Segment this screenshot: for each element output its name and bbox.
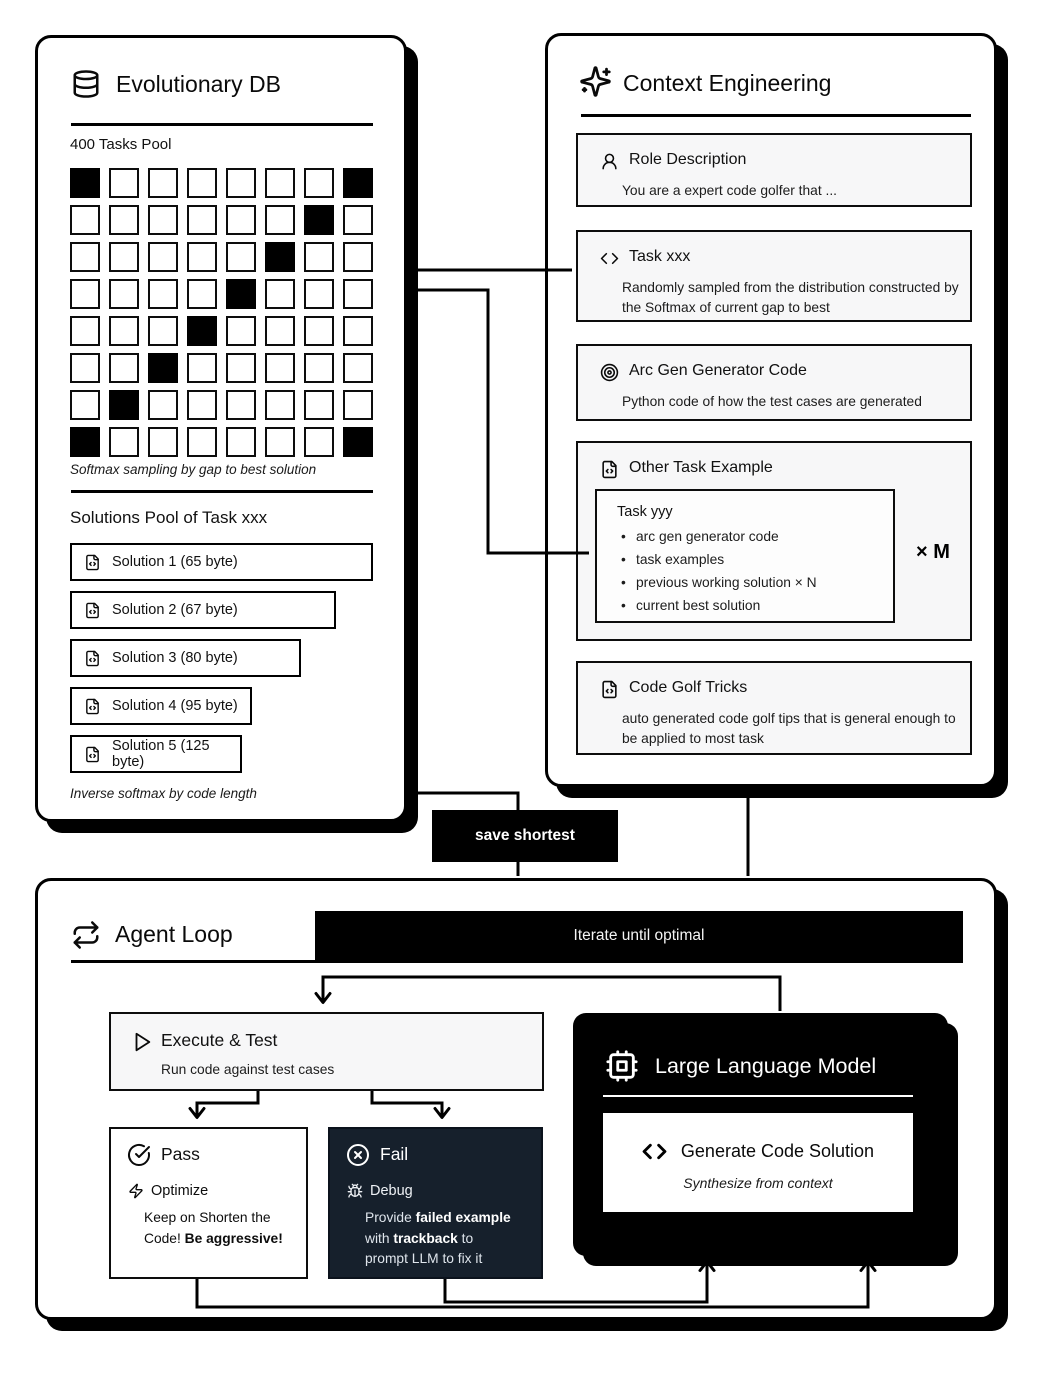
file-code-icon	[84, 554, 101, 571]
llm-title: Large Language Model	[655, 1054, 877, 1078]
task-cell	[70, 353, 100, 383]
solution-label: Solution 2 (67 byte)	[112, 602, 238, 618]
bullet-item: • arc gen generator code	[619, 525, 817, 548]
save-shortest-badge: save shortest	[432, 810, 618, 862]
generate-code-box	[603, 1113, 913, 1212]
task-cell	[304, 390, 334, 420]
task-cell	[265, 353, 295, 383]
file-code-icon	[84, 602, 101, 619]
task-cell	[70, 205, 100, 235]
task-cell	[343, 242, 373, 272]
evolutionary-db-title: Evolutionary DB	[116, 71, 281, 97]
zap-icon	[128, 1183, 144, 1199]
task-cell	[109, 205, 139, 235]
tasks-pool-label: 400 Tasks Pool	[70, 136, 172, 153]
solution-item	[70, 591, 336, 629]
task-cell	[148, 427, 178, 457]
solution-label: Solution 3 (80 byte)	[112, 650, 238, 666]
task-cell	[148, 353, 178, 383]
task-cell	[187, 205, 217, 235]
task-cell	[226, 427, 256, 457]
task-cell	[343, 353, 373, 383]
generate-code-title: Generate Code Solution	[680, 1141, 875, 1161]
task-cell	[187, 242, 217, 272]
task-cell	[343, 316, 373, 346]
solutions-pool-caption: Inverse softmax by code length	[70, 786, 257, 801]
card-description: Randomly sampled from the distribution constructed by the Softmax of current gap to best	[622, 280, 959, 316]
task-cell	[148, 279, 178, 309]
cpu-icon	[605, 1049, 639, 1083]
solution-item	[70, 735, 242, 773]
generate-code-subtitle: Synthesize from context	[683, 1175, 833, 1191]
execute-test-description: Run code against test cases	[161, 1062, 335, 1077]
play-icon	[131, 1031, 153, 1053]
task-cell	[70, 390, 100, 420]
code-icon	[600, 249, 619, 268]
file-code-icon	[84, 650, 101, 667]
task-yyy-bullets	[619, 525, 817, 617]
fail-subtitle: Debug	[370, 1183, 413, 1199]
card-role-description	[576, 133, 972, 207]
task-cell	[265, 316, 295, 346]
task-cell	[148, 242, 178, 272]
task-cell	[343, 279, 373, 309]
task-cell	[343, 205, 373, 235]
user-icon	[600, 152, 619, 171]
task-cell	[187, 316, 217, 346]
agent-loop-panel	[35, 878, 997, 1320]
task-cell	[70, 168, 100, 198]
task-cell	[304, 427, 334, 457]
task-cell	[148, 316, 178, 346]
card-description: You are a expert code golfer that ...	[622, 183, 838, 198]
task-cell	[265, 279, 295, 309]
solutions-pool-title: Solutions Pool of Task xxx	[70, 508, 268, 527]
code-icon	[642, 1139, 667, 1164]
llm-box	[573, 1013, 948, 1256]
card-title: Task xxx	[629, 248, 691, 265]
pass-description: Keep on Shorten the Code! Be aggressive!	[144, 1210, 283, 1246]
repeat-icon	[71, 920, 101, 950]
card-task-xxx	[576, 230, 972, 322]
iterate-banner: Iterate until optimal	[315, 911, 963, 960]
target-icon	[600, 363, 619, 382]
task-cell	[226, 205, 256, 235]
pass-title: Pass	[161, 1144, 200, 1164]
solution-item	[70, 687, 252, 725]
task-cell	[226, 279, 256, 309]
task-cell	[70, 279, 100, 309]
circle-check-icon	[127, 1143, 151, 1167]
task-cell	[70, 242, 100, 272]
task-cell	[109, 353, 139, 383]
pass-box	[109, 1127, 308, 1279]
header-divider	[581, 114, 971, 117]
task-cell	[187, 390, 217, 420]
task-cell	[148, 390, 178, 420]
header-divider	[71, 123, 373, 126]
fail-box	[328, 1127, 543, 1279]
file-code-icon	[600, 460, 619, 479]
solution-label: Solution 5 (125 byte)	[112, 738, 210, 770]
task-yyy-box	[595, 489, 895, 623]
fail-title: Fail	[380, 1144, 409, 1164]
context-engineering-panel	[545, 33, 997, 787]
sparkles-icon	[579, 65, 612, 98]
solution-item	[70, 543, 373, 581]
solution-label: Solution 1 (65 byte)	[112, 554, 238, 570]
task-cell	[109, 427, 139, 457]
context-engineering-title: Context Engineering	[623, 70, 832, 96]
multiplier-label: × M	[916, 541, 950, 563]
task-cell	[109, 390, 139, 420]
task-cell	[226, 353, 256, 383]
task-cell	[265, 242, 295, 272]
task-cell	[109, 279, 139, 309]
task-cell	[187, 427, 217, 457]
task-cell	[304, 205, 334, 235]
task-cell	[70, 427, 100, 457]
bullet-item: • previous working solution × N	[619, 571, 817, 594]
task-cell	[226, 242, 256, 272]
header-divider	[71, 960, 963, 963]
circle-x-icon	[346, 1143, 370, 1167]
file-code-icon	[84, 746, 101, 763]
fail-description: Provide failed example with trackback to prompt LLM to fix it	[365, 1210, 511, 1267]
agent-loop-title: Agent Loop	[115, 921, 233, 947]
execute-test-title: Execute & Test	[161, 1030, 278, 1050]
card-description: Python code of how the test cases are generated	[622, 394, 922, 409]
task-cell	[304, 316, 334, 346]
tasks-pool-caption: Softmax sampling by gap to best solution	[70, 462, 317, 477]
task-cell	[304, 242, 334, 272]
file-code-icon	[84, 698, 101, 715]
task-cell	[226, 316, 256, 346]
task-cell	[265, 427, 295, 457]
task-cell	[304, 279, 334, 309]
task-cell	[109, 316, 139, 346]
bug-icon	[347, 1183, 363, 1199]
card-description: auto generated code golf tips that is general enough to be applied to most task	[622, 711, 956, 747]
solution-item	[70, 639, 301, 677]
task-cell	[70, 316, 100, 346]
task-cell	[265, 390, 295, 420]
section-divider	[71, 490, 373, 493]
task-cell	[226, 168, 256, 198]
generate-code-row	[603, 1139, 913, 1164]
task-cell	[109, 168, 139, 198]
file-code-icon	[600, 680, 619, 699]
task-cell	[148, 168, 178, 198]
card-title: Arc Gen Generator Code	[629, 362, 807, 379]
task-cell	[226, 390, 256, 420]
task-cell	[265, 168, 295, 198]
card-title: Other Task Example	[629, 459, 773, 476]
task-cell	[187, 279, 217, 309]
task-cell	[343, 427, 373, 457]
task-cell	[109, 242, 139, 272]
card-arc-gen-generator	[576, 344, 972, 421]
card-title: Role Description	[629, 151, 747, 168]
task-yyy-title: Task yyy	[617, 504, 673, 520]
solution-label: Solution 4 (95 byte)	[112, 698, 238, 714]
execute-test-box	[109, 1012, 544, 1091]
task-cell	[343, 390, 373, 420]
llm-divider	[603, 1095, 913, 1097]
task-cell	[187, 353, 217, 383]
task-cell	[304, 168, 334, 198]
database-icon	[71, 69, 101, 99]
task-cell	[265, 205, 295, 235]
task-cell	[187, 168, 217, 198]
pass-subtitle: Optimize	[151, 1183, 209, 1199]
tasks-grid	[70, 168, 373, 457]
bullet-item: • task examples	[619, 548, 817, 571]
task-cell	[304, 353, 334, 383]
task-cell	[148, 205, 178, 235]
card-other-task-example	[576, 441, 972, 641]
evolutionary-db-panel	[35, 35, 407, 822]
bullet-item: • current best solution	[619, 594, 817, 617]
task-cell	[343, 168, 373, 198]
card-code-golf-tricks	[576, 661, 972, 755]
card-title: Code Golf Tricks	[629, 679, 748, 696]
